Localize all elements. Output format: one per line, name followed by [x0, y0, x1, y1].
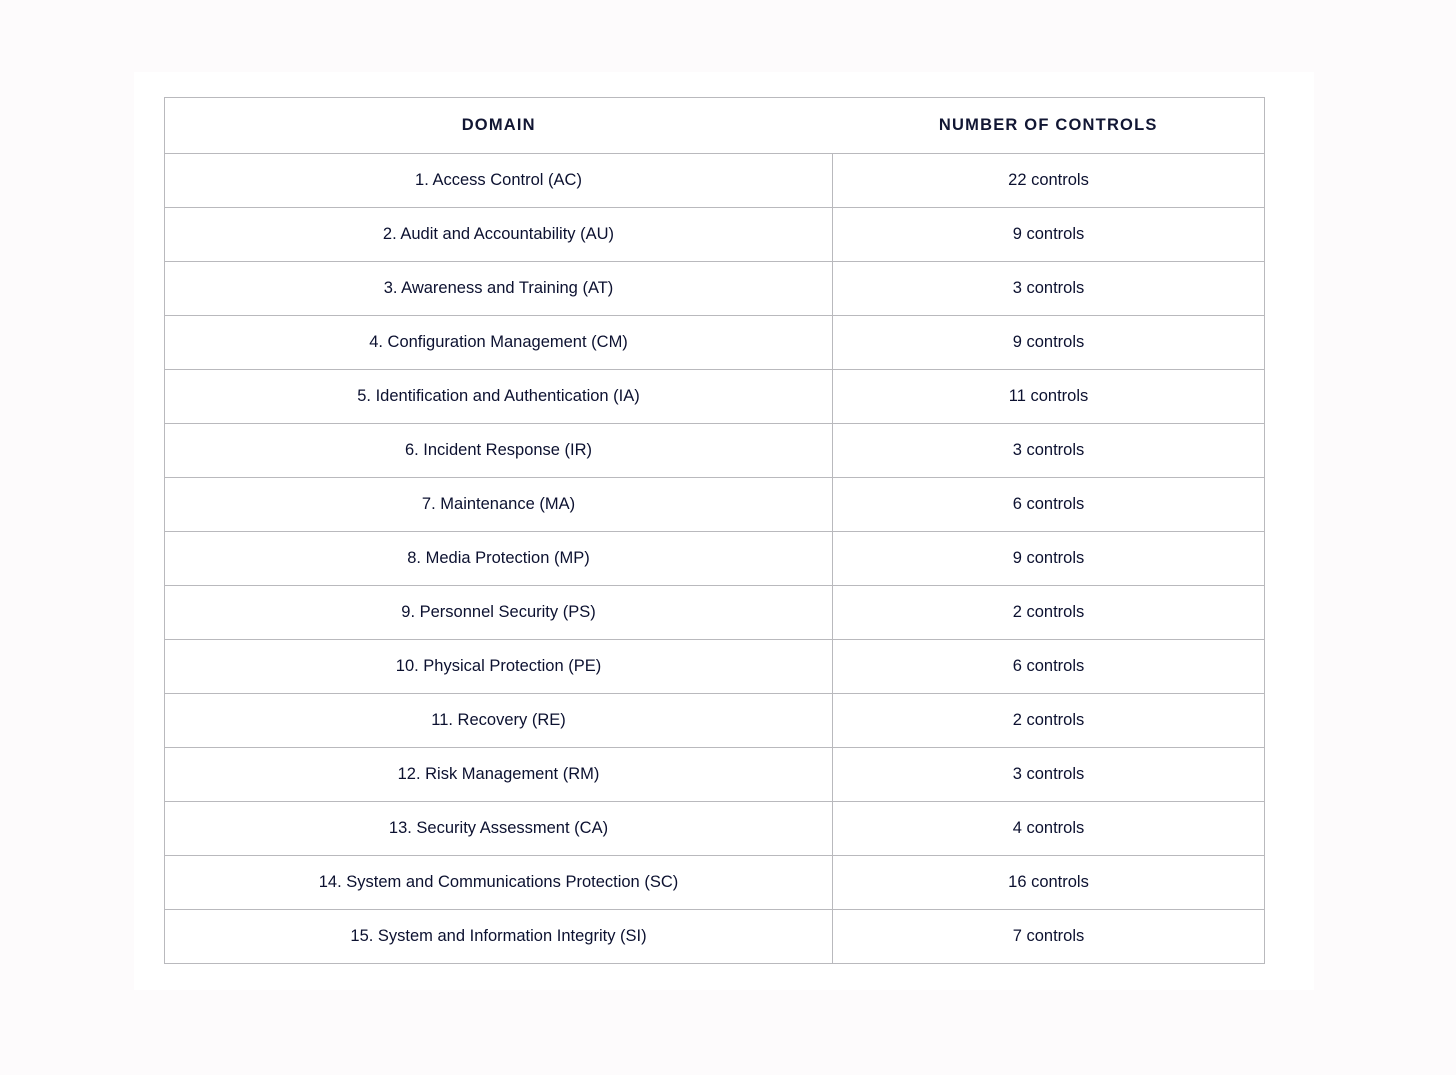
table-row — [165, 856, 1265, 910]
header-row — [165, 98, 1265, 154]
table-row — [165, 370, 1265, 424]
controls-cell: 2 controls — [833, 694, 1265, 748]
table-header — [165, 98, 1265, 154]
table-row — [165, 154, 1265, 208]
controls-cell: 9 controls — [833, 532, 1265, 586]
domain-cell: 10. Physical Protection (PE) — [165, 640, 833, 694]
domain-cell: 8. Media Protection (MP) — [165, 532, 833, 586]
controls-cell: 16 controls — [833, 856, 1265, 910]
domain-cell: 14. System and Communications Protection (SC) — [165, 856, 833, 910]
domain-cell: 7. Maintenance (MA) — [165, 478, 833, 532]
controls-cell: 9 controls — [833, 316, 1265, 370]
controls-cell: 9 controls — [833, 208, 1265, 262]
domain-cell: 12. Risk Management (RM) — [165, 748, 833, 802]
table-row — [165, 262, 1265, 316]
domain-cell: 1. Access Control (AC) — [165, 154, 833, 208]
table-row — [165, 748, 1265, 802]
domain-cell: 2. Audit and Accountability (AU) — [165, 208, 833, 262]
domain-cell: 9. Personnel Security (PS) — [165, 586, 833, 640]
table-row — [165, 586, 1265, 640]
controls-column-header: NUMBER OF CONTROLS — [833, 98, 1265, 154]
controls-cell: 3 controls — [833, 424, 1265, 478]
table-row — [165, 910, 1265, 964]
domain-cell: 5. Identification and Authentication (IA) — [165, 370, 833, 424]
domain-cell: 11. Recovery (RE) — [165, 694, 833, 748]
controls-cell: 6 controls — [833, 478, 1265, 532]
table-row — [165, 478, 1265, 532]
controls-cell: 3 controls — [833, 748, 1265, 802]
controls-cell: 11 controls — [833, 370, 1265, 424]
controls-cell: 2 controls — [833, 586, 1265, 640]
table-row — [165, 640, 1265, 694]
table-row — [165, 208, 1265, 262]
domain-cell: 4. Configuration Management (CM) — [165, 316, 833, 370]
domain-cell: 15. System and Information Integrity (SI) — [165, 910, 833, 964]
domain-cell: 3. Awareness and Training (AT) — [165, 262, 833, 316]
table-row — [165, 532, 1265, 586]
controls-cell: 3 controls — [833, 262, 1265, 316]
table-body — [165, 154, 1265, 964]
domain-cell: 6. Incident Response (IR) — [165, 424, 833, 478]
domain-column-header: DOMAIN — [165, 98, 833, 154]
controls-cell: 7 controls — [833, 910, 1265, 964]
controls-cell: 22 controls — [833, 154, 1265, 208]
controls-cell: 4 controls — [833, 802, 1265, 856]
table-row — [165, 316, 1265, 370]
controls-cell: 6 controls — [833, 640, 1265, 694]
table-row — [165, 802, 1265, 856]
table-row — [165, 694, 1265, 748]
table-row — [165, 424, 1265, 478]
domain-cell: 13. Security Assessment (CA) — [165, 802, 833, 856]
controls-table — [164, 97, 1265, 964]
